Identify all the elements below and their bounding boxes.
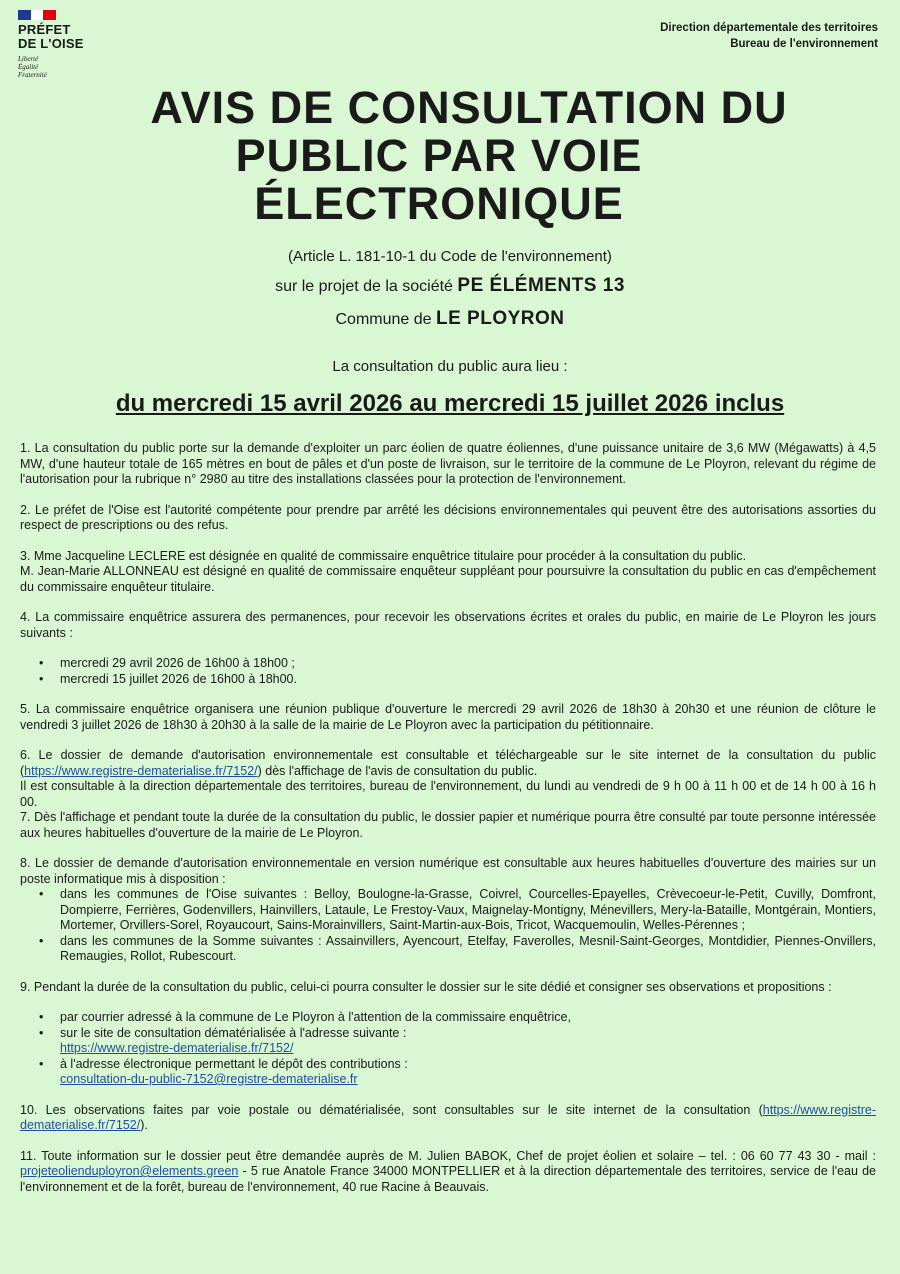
- communes-list: [20, 887, 876, 965]
- section-11-text-pre: 11. Toute information sur le dossier peut être demandée auprès de M. Julien BABOK, Chef de projet éolien et solaire – tel. : 06 60 77 43 30 - mail :: [20, 1148, 876, 1163]
- contribution-methods-list: [20, 1010, 876, 1088]
- section-4: 4. La commissaire enquêtrice assurera des permanences, pour recevoir les observations écrites et orales du public, en mairie de Le Ployron les jours suivants :: [20, 610, 876, 640]
- contribution-email-link[interactable]: consultation-du-public-7152@registre-dematerialise.fr: [60, 1072, 358, 1086]
- commune-line: [0, 308, 900, 330]
- section-1: 1. La consultation du public porte sur la demande d'exploiter un parc éolien de quatre éoliennes, d'une puissance unitaire de 3,6 MW (Mégawatts) à 4,5 MW, d'une hauteur totale de 165 mètres en bout de pâles et d'un poste de livraison, sur le territoire de la commune de Le Ployron, relevant du régime de l'autorisation pour la rubrique n° 2980 au titre des installations classées pour la protection de l'environnement.: [20, 441, 876, 486]
- commune-prefix: Commune de: [335, 311, 432, 328]
- section-10-text-post: ).: [140, 1118, 148, 1132]
- list-item: • mercredi 15 juillet 2026 de 16h00 à 18h00.: [20, 672, 876, 688]
- title-line-3: ÉLECTRONIQUE: [254, 178, 624, 229]
- project-prefix: sur le projet de la société: [275, 278, 453, 295]
- section-8: 8. Le dossier de demande d'autorisation environnementale en version numérique est consultable aux heures habituelles d'ouverture des mairies sur un poste informatique mis à disposition :: [20, 856, 876, 886]
- permanence-list: [20, 656, 876, 687]
- consultation-dates: du mercredi 15 avril 2026 au mercredi 15 juillet 2026 inclus: [115, 390, 785, 417]
- section-2: 2. Le préfet de l'Oise est l'autorité compétente pour prendre par arrêté les décisions environnementales qui peuvent être des autorisations assorties du respect de prescriptions ou des refus.: [20, 502, 876, 532]
- motto-egalite: Égalité: [18, 63, 39, 71]
- section-10: [20, 1103, 876, 1134]
- list-item: [20, 1026, 876, 1057]
- registre-link[interactable]: https://www.registre-dematerialise.fr/7152/: [24, 763, 258, 778]
- title-line-1: AVIS DE CONSULTATION DU: [150, 82, 788, 133]
- legal-article: (Article L. 181-10-1 du Code de l'environnement): [288, 248, 612, 265]
- list-item: • dans les communes de l'Oise suivantes : Belloy, Boulogne-la-Grasse, Coivrel, Courcelles-Epayelles, Crèvecoeur-le-Petit, Cuvilly, Domfront, Dompierre, Ferrières, Godenvillers, Hainvillers, Lataule, Le Frestoy-Vaux, Maignelay-Montigny, Ménevillers, Mery-la-Bataille, Montgérain, Montiers, Mortemer, Orvillers-Sorel, Royaucourt, Sains-Morainvillers, Saint-Martin-aux-Bois, Tricot, Wacquemoulin, Welles-Pérennes ;: [20, 887, 876, 934]
- project-line: [0, 275, 900, 297]
- registre-link[interactable]: https://www.registre-dematerialise.fr/7152/: [20, 1102, 876, 1132]
- consultation-intro: La consultation du public aura lieu :: [332, 358, 568, 375]
- list-item: [20, 1057, 876, 1088]
- section-6-text-post: ) dès l'affichage de l'avis de consultation du public.: [257, 763, 538, 778]
- section-11: [20, 1149, 876, 1196]
- french-flag-icon: [18, 10, 56, 20]
- section-5: 5. La commissaire enquêtrice organisera une réunion publique d'ouverture le mercredi 29 avril 2026 de 18h30 à 20h30 et une réunion de clôture le vendredi 3 juillet 2026 de 18h30 à 20h30 à la salle de la mairie de Le Ployron avec la participation du pétitionnaire.: [20, 702, 876, 732]
- logo-title-line2: DE L'OISE: [18, 36, 84, 51]
- list-item-text: • sur le site de consultation dématérialisée à l'adresse suivante :: [60, 1025, 407, 1040]
- issuing-department: [660, 20, 878, 52]
- registre-link[interactable]: https://www.registre-dematerialise.fr/7152/: [60, 1041, 294, 1055]
- list-item: • dans les communes de la Somme suivantes : Assainvillers, Ayencourt, Etelfay, Faverolles, Mesnil-Saint-Georges, Montdidier, Piennes-Onvillers, Remaugies, Rollot, Rubescourt.: [20, 934, 876, 965]
- section-3a: 3. Mme Jacqueline LECLERE est désignée en qualité de commissaire enquêtrice titulaire pour procéder à la consultation du public.: [20, 548, 747, 563]
- section-11-text-post: - 5 rue Anatole France 34000 MONTPELLIER et à la direction départementale des territoires, service de l'eau de l'environnement et de la forêt, bureau de l'environnement, 40 rue Racine à Beauvais.: [20, 1164, 876, 1194]
- motto-liberte: Liberté: [18, 55, 39, 63]
- department-name: Direction départementale des territoires: [660, 22, 878, 34]
- section-6-text-pre: 6. Le dossier de demande d'autorisation environnementale est consultable et téléchargeable sur le site internet de la consultation du public (: [20, 748, 876, 778]
- section-6: [20, 748, 876, 779]
- list-item: • par courrier adressé à la commune de Le Ployron à l'attention de la commissaire enquêtrice,: [20, 1010, 876, 1026]
- section-7: 7. Dès l'affichage et pendant toute la durée de la consultation du public, le dossier papier et numérique pourra être consulté par toute personne intéressée aux heures habituelles d'ouverture de la mairie de Le Ployron.: [20, 810, 876, 840]
- page-title: [0, 84, 900, 228]
- section-9: 9. Pendant la durée de la consultation du public, celui-ci pourra consulter le dossier sur le site dédié et consigner ses observations et propositions :: [20, 979, 832, 994]
- list-item: • mercredi 29 avril 2026 de 16h00 à 18h00 ;: [20, 656, 876, 672]
- list-item-text: • à l'adresse électronique permettant le dépôt des contributions :: [60, 1056, 408, 1071]
- motto-fraternite: Fraternité: [18, 71, 47, 79]
- project-email-link[interactable]: projeteolienduployron@elements.green: [20, 1164, 239, 1178]
- project-name: PE ÉLÉMENTS 13: [457, 275, 625, 296]
- logo-title-line1: PRÉFET: [18, 22, 71, 37]
- bureau-name: Bureau de l'environnement: [730, 38, 878, 50]
- commune-name: LE PLOYRON: [435, 308, 565, 329]
- section-10-text-pre: 10. Les observations faites par voie postale ou dématérialisée, sont consultables sur le site internet de la consultation (: [20, 1102, 763, 1117]
- section-3b: M. Jean-Marie ALLONNEAU est désigné en qualité de commissaire enquêteur suppléant pour poursuivre la consultation du public en cas d'empêchement du commissaire enquêteur titulaire.: [20, 564, 876, 594]
- section-6b: Il est consultable à la direction départementale des territoires, bureau de l'environnement, du lundi au vendredi de 9 h 00 à 11 h 00 et de 14 h 00 à 16 h 00.: [20, 779, 876, 809]
- title-line-2: PUBLIC PAR VOIE: [235, 130, 643, 181]
- notice-body: [20, 441, 876, 1195]
- logo-motto: [18, 55, 128, 79]
- prefecture-logo: [18, 10, 128, 79]
